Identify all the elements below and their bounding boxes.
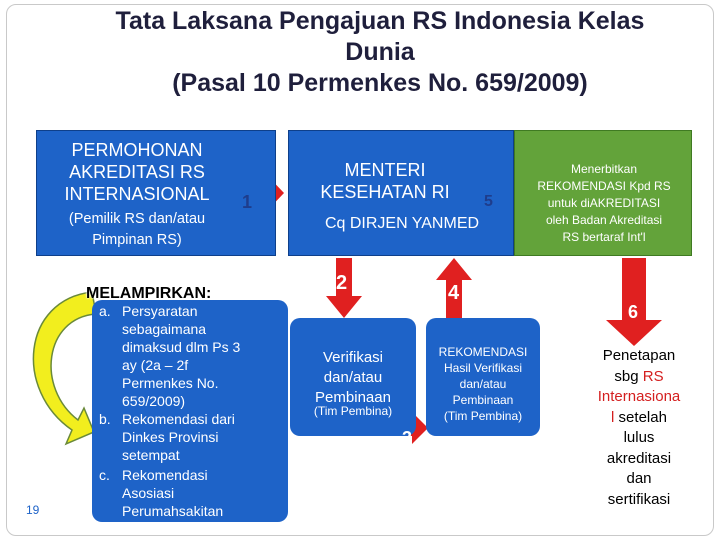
lampiran-c-3: Perumahsakitan: [122, 503, 224, 519]
penetapan-line-3: Internasiona: [597, 388, 681, 405]
rekomendasi-kpd-line-1: Menerbitkan: [570, 162, 638, 176]
title-line-2: Dunia: [345, 38, 415, 66]
menteri-line-1: MENTERI: [344, 160, 426, 180]
verifikasi-line-3: Pembinaan: [315, 389, 391, 406]
lampiran-box: [86, 285, 288, 522]
verifikasi-line-1: Verifikasi: [322, 349, 384, 366]
permohonan-subtitle: [37, 209, 237, 251]
penetapan-line-4a: l: [611, 408, 615, 426]
permohonan-line-1: PERMOHONAN: [71, 140, 203, 160]
permohonan-line-3: INTERNASIONAL: [64, 184, 210, 204]
hasil-line-2: Hasil Verifikasi: [443, 361, 523, 375]
lampiran-item-c: [99, 466, 224, 520]
lampiran-heading: MELAMPIRKAN:: [86, 285, 212, 302]
step-number-4: 4: [448, 282, 460, 304]
lampiran-item-b: [99, 410, 235, 464]
hasil-line-3: dan/atau: [459, 377, 507, 391]
lampiran-b-3: setempat: [122, 447, 180, 463]
penetapan-line-7: dan: [626, 470, 652, 487]
penetapan-line-2b: RS: [642, 367, 664, 385]
permohonan-sub-2: Pimpinan RS): [92, 232, 182, 248]
title-line-3: (Pasal 10 Permenkes No. 659/2009): [172, 69, 588, 97]
menteri-subtitle: Cq DIRJEN YANMED: [324, 215, 480, 232]
penetapan-box: [592, 346, 686, 506]
lampiran-c-2: Asosiasi: [122, 485, 175, 501]
menteri-line-2: KESEHATAN RI: [320, 182, 450, 202]
verifikasi-box: [290, 318, 416, 436]
lampiran-a-5: Permenkes No.: [122, 375, 219, 391]
verifikasi-title: [290, 348, 416, 408]
penetapan-line-5: lulus: [623, 429, 655, 446]
lampiran-a-3: dimaksud dlm Ps 3: [122, 339, 241, 355]
step-number-5: 5: [484, 193, 493, 210]
step-number-6: 6: [628, 302, 639, 322]
lampiran-item-c-letter: c.: [99, 467, 110, 483]
step-number-2: 2: [336, 272, 348, 294]
rekomendasi-kpd-line-4: oleh Badan Akreditasi: [545, 213, 663, 227]
lampiran-item-b-letter: b.: [99, 411, 111, 427]
rekomendasi-kpd-box: [514, 130, 692, 256]
penetapan-line-4: [592, 408, 686, 429]
penetapan-line-1: Penetapan: [602, 347, 676, 364]
hasil-line-4: Pembinaan: [452, 393, 514, 407]
penetapan-line-2a: sbg: [614, 367, 643, 385]
hasil-verifikasi-box: [426, 318, 540, 436]
lampiran-a-2: sebagaimana: [122, 321, 207, 337]
rekomendasi-kpd-text: [515, 161, 693, 246]
lampiran-a-1: Persyaratan: [122, 303, 198, 319]
lampiran-c-1: Rekomendasi: [122, 467, 208, 483]
rekomendasi-kpd-line-2: REKOMENDASI Kpd RS: [537, 179, 671, 193]
penetapan-line-8: sertifikasi: [607, 490, 671, 508]
title-line-1: Tata Laksana Pengajuan RS Indonesia Kelas: [115, 7, 645, 35]
step-number-1: 1: [242, 192, 253, 212]
page-number: 19: [26, 503, 40, 517]
hasil-line-1: REKOMENDASI: [438, 345, 528, 359]
penetapan-text: [592, 346, 686, 510]
lampiran-item-a-letter: a.: [99, 303, 111, 319]
permohonan-sub-1: (Pemilik RS dan/atau: [68, 211, 206, 227]
verifikasi-subtitle: (Tim Pembina): [313, 404, 393, 418]
lampiran-b-2: Dinkes Provinsi: [122, 429, 219, 445]
permohonan-line-2: AKREDITASI RS: [69, 162, 205, 182]
lampiran-b-1: Rekomendasi dari: [122, 411, 235, 427]
hasil-line-5: (Tim Pembina): [443, 409, 523, 423]
permohonan-box: [36, 130, 276, 256]
rekomendasi-kpd-line-3: untuk diAKREDITASI: [547, 196, 661, 210]
penetapan-line-2: [592, 367, 686, 388]
lampiran-a-4: ay (2a – 2f: [122, 357, 189, 373]
menteri-box: [288, 130, 514, 256]
rekomendasi-kpd-line-5: RS bertaraf Int'l: [562, 230, 646, 244]
penetapan-line-4b: setelah: [614, 408, 667, 426]
yellow-curved-arrow: [33, 292, 96, 444]
lampiran-a-6: 659/2009): [122, 393, 186, 409]
step-number-3: 3: [402, 428, 413, 448]
verifikasi-line-2: dan/atau: [323, 369, 383, 386]
lampiran-item-a: [99, 302, 241, 410]
menteri-title: [289, 159, 481, 203]
permohonan-title: [37, 139, 237, 205]
penetapan-line-6: akreditasi: [606, 449, 672, 467]
hasil-verifikasi-text: [426, 344, 540, 424]
